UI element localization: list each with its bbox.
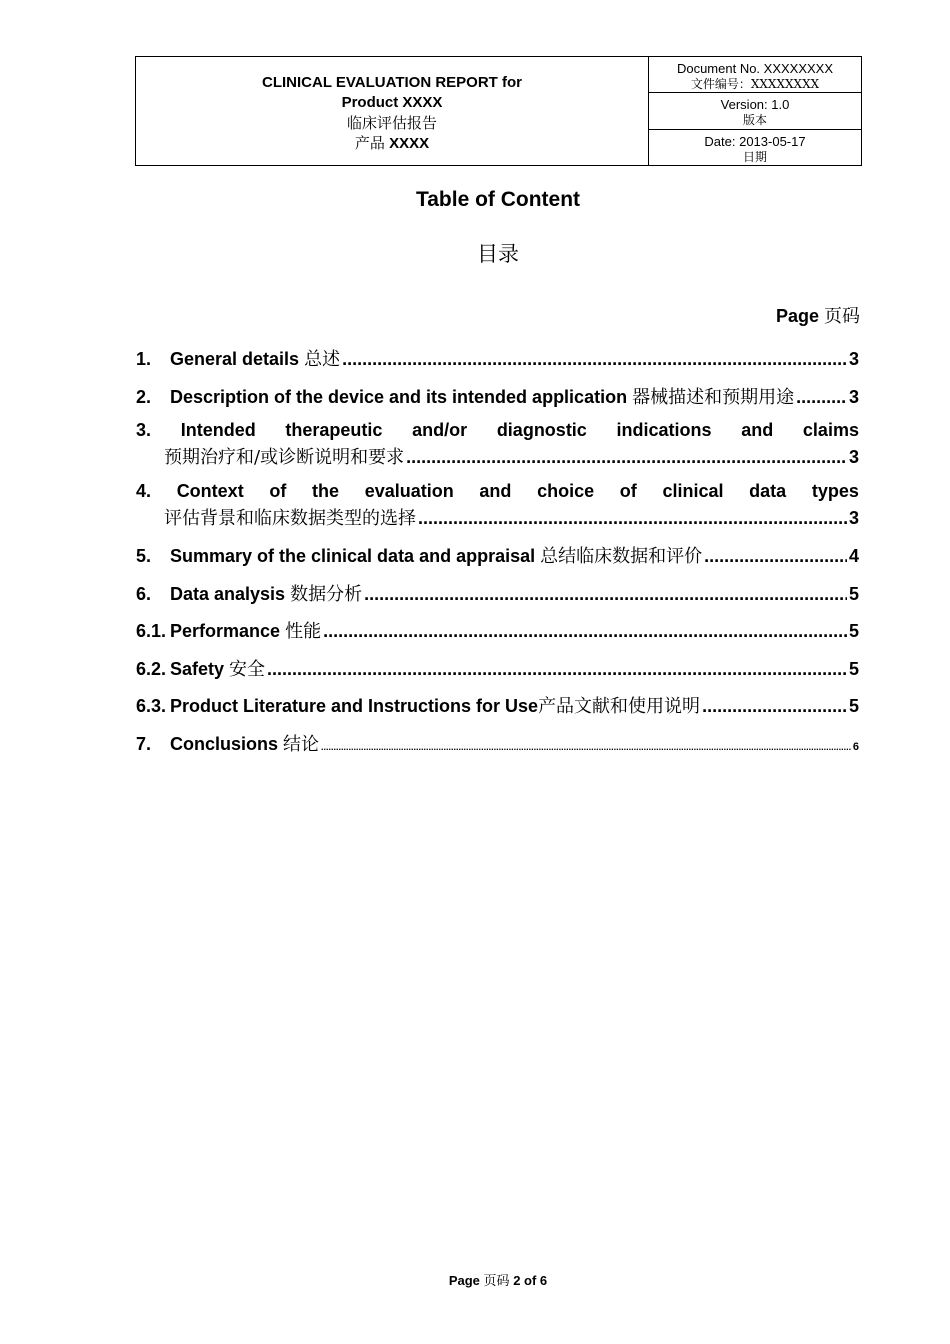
toc-leader bbox=[267, 659, 847, 680]
footer-page-number: 2 of 6 bbox=[513, 1273, 548, 1288]
page-label-cn: 页码 bbox=[824, 306, 860, 327]
version: Version: 1.0 bbox=[720, 97, 790, 113]
toc-word: Context bbox=[176, 481, 244, 501]
toc-entry-page: 4 bbox=[848, 546, 859, 566]
toc-leader bbox=[321, 742, 851, 752]
toc-entry-title: Data analysis bbox=[170, 583, 286, 604]
toc-entry-title-cn: 性能 bbox=[285, 621, 322, 642]
toc-entry[interactable] bbox=[136, 580, 859, 618]
toc-leader bbox=[704, 546, 847, 567]
version-cell bbox=[649, 93, 861, 129]
toc-entry-title-cn: 评估背景和临床数据类型的选择 bbox=[164, 508, 416, 529]
toc-entry[interactable] bbox=[136, 345, 859, 383]
toc-leader bbox=[323, 621, 847, 642]
toc-entry-number: 4. bbox=[136, 481, 152, 501]
report-title-cell bbox=[136, 57, 649, 165]
product-line bbox=[355, 133, 429, 154]
toc-entry-number: 6.1. bbox=[136, 621, 167, 641]
toc-entry-title: Product Literature and Instructions for Use bbox=[170, 696, 539, 716]
toc-entry-number: 1. bbox=[136, 349, 152, 369]
toc-entry-title-cn: 总述 bbox=[304, 349, 341, 370]
toc-leader bbox=[702, 696, 847, 717]
toc-subtitle: 目录 bbox=[477, 242, 519, 266]
toc-entry[interactable] bbox=[136, 420, 859, 469]
toc-title: Table of Content bbox=[415, 188, 581, 211]
toc-leader bbox=[342, 349, 847, 370]
toc-entry-number: 2. bbox=[136, 386, 152, 407]
toc-entry-page: 5 bbox=[848, 658, 859, 679]
toc-entry[interactable] bbox=[136, 617, 859, 655]
footer-page-label-cn: 页码 bbox=[483, 1274, 510, 1289]
toc-entry-title-cn: 安全 bbox=[229, 658, 266, 680]
toc-word: evaluation bbox=[364, 481, 454, 501]
toc-word: of bbox=[269, 481, 287, 501]
toc-leader bbox=[406, 447, 847, 468]
toc-entry-title-cn: 总结临床数据和评价 bbox=[540, 546, 703, 567]
toc-entry-page: 3 bbox=[848, 508, 859, 528]
product-code: XXXX bbox=[389, 134, 430, 152]
toc-entry-number: 7. bbox=[136, 733, 152, 754]
toc-entry-number: 5. bbox=[136, 546, 152, 566]
report-title-line2: Product XXXX bbox=[341, 93, 443, 111]
toc-word: Intended bbox=[180, 420, 256, 440]
toc-entry-title-cn: 预期治疗和/或诊断说明和要求 bbox=[164, 447, 405, 468]
toc-entry[interactable] bbox=[136, 542, 859, 580]
report-title-cn: 临床评估报告 bbox=[346, 113, 437, 132]
toc-entry-title: Summary of the clinical data and appraisal bbox=[170, 546, 536, 566]
date: Date: 2013-05-17 bbox=[704, 133, 806, 149]
toc-entry-number: 3. bbox=[136, 420, 152, 440]
toc-word: data bbox=[749, 481, 787, 501]
toc-entry-title-cn: 产品文献和使用说明 bbox=[538, 696, 701, 717]
toc-entry-page: 3 bbox=[848, 349, 859, 369]
toc-entry-page: 5 bbox=[848, 621, 859, 641]
toc-entry[interactable] bbox=[136, 481, 859, 530]
toc-word: and bbox=[479, 481, 512, 501]
toc-entry-number: 6. bbox=[136, 583, 152, 604]
toc-leader bbox=[418, 508, 847, 529]
toc-entry[interactable] bbox=[136, 692, 859, 730]
page-label-en: Page bbox=[775, 306, 819, 326]
toc-word: diagnostic bbox=[496, 420, 587, 440]
toc-entry-page: 6 bbox=[852, 740, 859, 753]
footer-page-label: Page bbox=[448, 1273, 480, 1288]
toc-entry[interactable] bbox=[136, 730, 859, 768]
toc-entry-page: 3 bbox=[848, 386, 859, 407]
report-title-line1: CLINICAL EVALUATION REPORT for bbox=[262, 73, 522, 91]
doc-number: Document No. XXXXXXXX bbox=[676, 61, 834, 76]
document-meta-cells bbox=[649, 57, 861, 165]
toc-entry-title-cn: 结论 bbox=[283, 733, 320, 755]
toc-word: indications bbox=[616, 420, 712, 440]
toc-word: and/or bbox=[412, 420, 468, 440]
toc-entry-page: 5 bbox=[848, 696, 859, 716]
toc-leader bbox=[364, 584, 847, 605]
doc-number-cell bbox=[649, 57, 861, 93]
page-column-label bbox=[776, 302, 860, 328]
toc-word: of bbox=[619, 481, 637, 501]
toc-entry-title: General details bbox=[170, 349, 300, 369]
toc-entry-justified-line bbox=[136, 481, 859, 502]
toc-entry-number: 6.2. bbox=[136, 658, 167, 679]
toc-leader bbox=[796, 387, 847, 408]
table-of-contents bbox=[136, 345, 859, 767]
toc-entry-title: Performance bbox=[170, 621, 281, 641]
toc-word: and bbox=[741, 420, 774, 440]
toc-entry-title-cn: 数据分析 bbox=[290, 583, 363, 605]
page-footer bbox=[0, 1270, 950, 1289]
toc-word: choice bbox=[537, 481, 595, 501]
toc-entry-page: 5 bbox=[848, 583, 859, 604]
date-cell bbox=[649, 130, 861, 165]
toc-entry-title: Safety bbox=[170, 658, 225, 679]
toc-entry-title-cn: 器械描述和预期用途 bbox=[632, 386, 795, 408]
product-cn-prefix: 产品 bbox=[354, 133, 385, 152]
version-cn: 版本 bbox=[742, 113, 767, 128]
toc-word: therapeutic bbox=[285, 420, 383, 440]
toc-entry-justified-line bbox=[136, 420, 859, 441]
toc-word: the bbox=[312, 481, 340, 501]
doc-number-cn: 文件编号：XXXXXXXX bbox=[690, 77, 820, 91]
toc-word: claims bbox=[802, 420, 859, 440]
date-cn: 日期 bbox=[742, 149, 767, 164]
toc-entry[interactable] bbox=[136, 383, 859, 421]
toc-word: types bbox=[811, 481, 859, 501]
toc-entry-title: Conclusions bbox=[170, 733, 279, 754]
toc-entry[interactable] bbox=[136, 655, 859, 693]
toc-entry-number: 6.3. bbox=[136, 696, 167, 716]
toc-entry-title: Description of the device and its intended application bbox=[170, 386, 628, 407]
toc-word: clinical bbox=[662, 481, 724, 501]
toc-entry-page: 3 bbox=[848, 447, 859, 467]
document-header-table bbox=[135, 56, 862, 166]
